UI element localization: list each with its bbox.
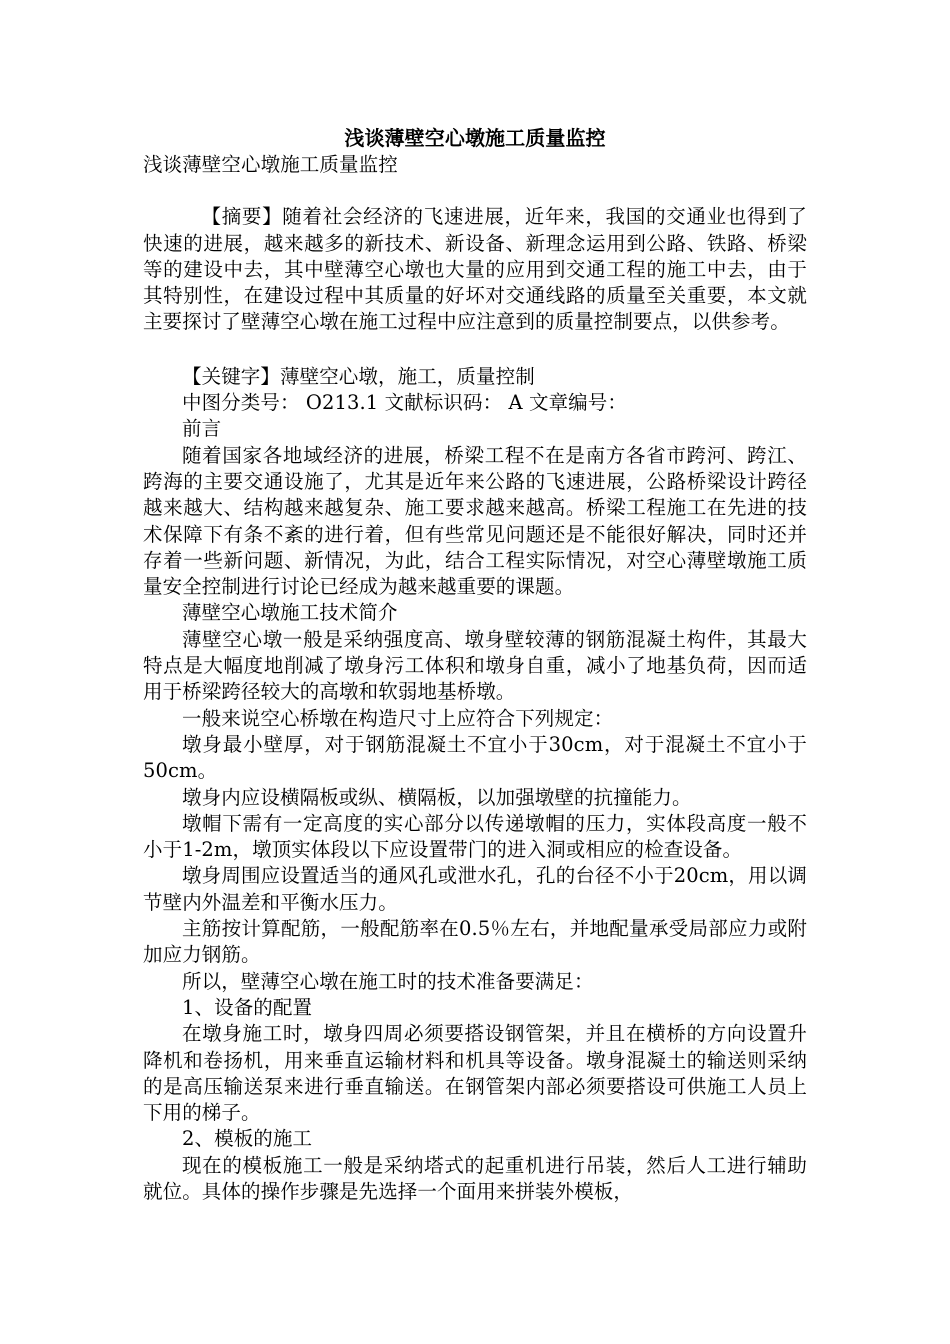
classification-line: 中图分类号： O213.1 文献标识码： A 文章编号： <box>182 391 627 415</box>
section-heading: 1、设备的配置 <box>182 995 313 1019</box>
body-paragraph: 在墩身施工时，墩身四周必须要搭设钢管架，并且在横桥的方向设置升降机和卷扬机，用来垂直运输材料和机具等设备。墩身混凝土的输送则采纳的是高压输送泵来进行垂直输送。在钢管架内部必须要搭设可供施工人员上下用的梯子。 <box>143 1022 807 1125</box>
section-heading: 薄壁空心墩施工技术简介 <box>182 601 398 625</box>
body-paragraph: 一般来说空心桥墩在构造尺寸上应符合下列规定： <box>182 706 614 730</box>
section-heading: 2、模板的施工 <box>182 1127 313 1151</box>
document-body <box>143 124 807 1205</box>
body-paragraph: 所以，壁薄空心墩在施工时的技术准备要满足： <box>182 969 594 993</box>
heading-preface: 前言 <box>182 417 222 441</box>
spacer <box>143 178 807 204</box>
body-paragraph: 墩身内应设横隔板或纵、横隔板，以加强墩壁的抗撞能力。 <box>182 785 692 809</box>
document-title: 浅谈薄壁空心墩施工质量监控 <box>344 126 606 150</box>
document-subtitle: 浅谈薄壁空心墩施工质量监控 <box>143 153 398 176</box>
spacer <box>143 336 807 364</box>
body-paragraph: 随着国家各地域经济的进展，桥梁工程不在是南方各省市跨河、跨江、跨海的主要交通设施了，尤其是近年来公路的飞速进展，公路桥梁设计跨径越来越大、结构越来越复杂、施工要求越来越高。桥梁工程施工在先进的技术保障下有条不紊的进行着，但有些常见问题还是不能很好解决，同时还并存着一些新问题、新情况，为此，结合工程实际情况，对空心薄壁墩施工质量安全控制进行讨论已经成为越来越重要的课题。 <box>143 443 807 599</box>
body-paragraph: 墩身周围应设置适当的通风孔或泄水孔，孔的台径不小于20cm，用以调节壁内外温差和平衡水压力。 <box>143 864 807 914</box>
abstract-paragraph: 【摘要】随着社会经济的飞速进展，近年来，我国的交通业也得到了快速的进展，越来越多的新技术、新设备、新理念运用到公路、铁路、桥梁等的建设中去，其中壁薄空心墩也大量的应用到交通工程的施工中去，由于其特别性，在建设过程中其质量的好坏对交通线路的质量至关重要，本文就主要探讨了壁薄空心墩在施工过程中应注意到的质量控制要点，以供参考。 <box>143 205 807 334</box>
body-paragraph: 现在的模板施工一般是采纳塔式的起重机进行吊装，然后人工进行辅助就位。具体的操作步骤是先选择一个面用来拼装外模板， <box>143 1153 807 1203</box>
body-paragraph: 主筋按计算配筋，一般配筋率在0.5％左右，并地配量承受局部应力或附加应力钢筋。 <box>143 917 807 967</box>
body-paragraph: 墩帽下需有一定高度的实心部分以传递墩帽的压力，实体段高度一般不小于1-2m，墩顶实体段以下应设置带门的进入洞或相应的检查设备。 <box>143 811 807 862</box>
body-paragraph: 薄壁空心墩一般是采纳强度高、墩身壁较薄的钢筋混凝土构件，其最大特点是大幅度地削减了墩身污工体积和墩身自重，减小了地基负荷，因而适用于桥梁跨径较大的高墩和软弱地基桥墩。 <box>143 627 807 704</box>
body-paragraph: 墩身最小壁厚，对于钢筋混凝土不宜小于30cm，对于混凝土不宜小于50cm。 <box>143 732 807 783</box>
keywords-line: 【关键字】薄壁空心墩，施工，质量控制 <box>182 364 535 388</box>
